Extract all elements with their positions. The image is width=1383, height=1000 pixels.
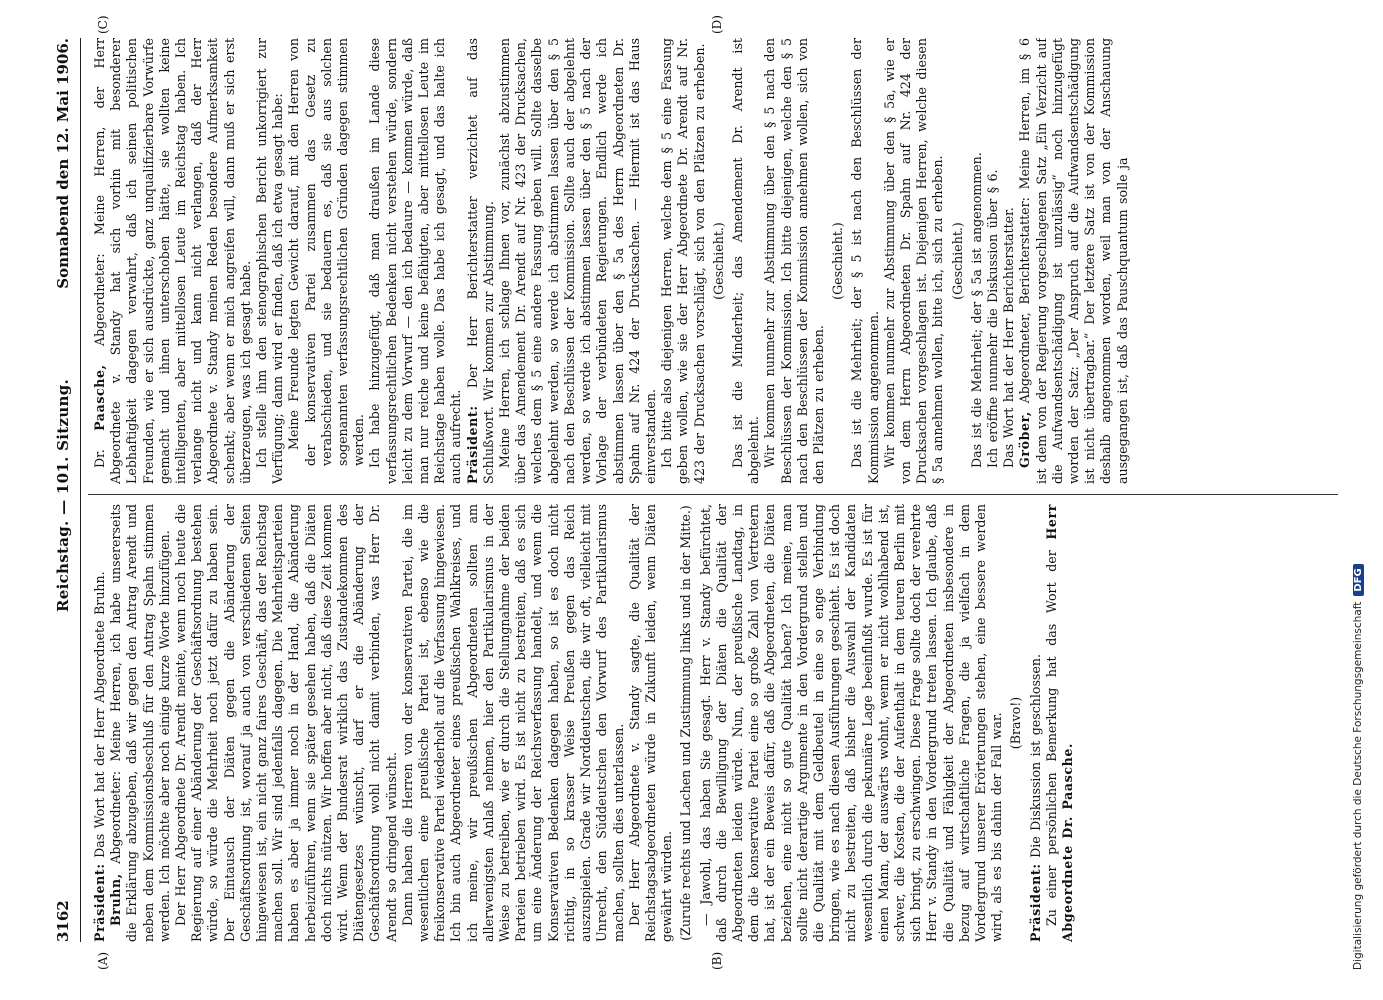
speaker-label: Paasche, <box>92 364 107 431</box>
interjection: (Geschieht.) <box>830 222 846 300</box>
paragraph: Dr. Paasche, Abgeordneter: Meine Herren, der Herr Abgeordnete v. Standy hat sich vorhin mit besonderer Lebhaftigkeit dagegen verwahrt, daß ich seinen politischen Freunden, wie er sich ausdrückte, ganz unqualifizierbare Vorwürfe gemacht und ihnen unterschoben hätte, sie wollten keine intelligenten, aber mittellosen Leute im Reichstag haben. Ich verlange nicht und kann nicht verlangen, daß der Herr Abgeordnete v. Standy meinen Reden besondere Aufmerksamkeit schenkt; aber wenn er mich angreifen will, dann muß er sich erst überzeugen, was ich gesagt habe. <box>92 38 253 484</box>
paragraph: — Jawohl, das haben Sie gesagt. Herr v. Standy befürchtet, daß durch die Bewilligung der Diäten die Qualität der Abgeordneten leiden würde. Nun, der preußische Landtag, in dem die konservative Partei eine so große Zahl von Vertretern hat, ist der ein Beweis dafür, daß die Abgeordneten, die Diäten beziehen, eine nicht so gute Qualität haben? Ich meine, man sollte nicht derartige Argumente in den Vordergrund stellen und die Qualität mit dem Geldbeutel in eine so enge Verbindung bringen, wie es nach diesen Ausführungen geschieht. Es ist doch nicht zu bestreiten, daß bisher die Auswahl der Kandidaten wesentlich durch die pekuniäre Lage beeinflußt wurde. Es ist für einen Mann, der auswärts wohnt, wenn er nicht wohlhabend ist, schwer, die Kosten, die der Aufenthalt in dem teuren Berlin mit sich bringt, zu erschwingen. Diese Frage sollte doch der verehrte Herr v. Standy in den Vordergrund treten lassen. Ich glaube, daß die Qualität und Fähigkeit der Abgeordneten insbesondere in bezug auf wirtschaftliche Fragen, die ja vielfach in dem Vordergrund unserer Erörterungen stehen, eine bessere werden wird, als es bis dahin der Fall war. <box>697 504 1005 942</box>
credit-text: Digitalisierung gefördert durch die Deutsche Forschungsgemeinschaft <box>1352 601 1364 970</box>
paragraph: Dann haben die Herren von der konservativen Partei, die im wesentlichen eine preußische Partei ist, ebenso wie die freikonservative Partei wiederholt auf die Verfassung hingewiesen. Ich bin auch Abgeordneter eines preußischen Wahlkreises, und ich meine, wir preußischen Abgeordneten sollten am allerwenigsten Anlaß nehmen, hier den Partikularismus in der Weise zu betreiben, wie er durch die Stellungnahme der beiden Parteien betrieben wird. Es ist nicht zu bestreiten, daß es sich um eine Änderung der Reichsverfassung handelt, und wenn die Konservativen Bedenken dagegen haben, so ist es doch nicht richtig, in so krasser Weise Preußen gegen das Reich auszuspielen. Grade wir Norddeutschen, die wir oft, vielleicht mit Unrecht, den Süddeutschen den Vorwurf des Partikularismus machen, sollten dies unterlassen. <box>399 504 626 942</box>
paragraph: Das ist die Minderheit; das Amendement Dr. Arendt ist abgelehnt. <box>729 38 762 484</box>
column-separator <box>88 494 1338 495</box>
speaker-label: Präsident: <box>464 405 480 484</box>
speaker-label: Präsident: <box>92 863 107 942</box>
margin-mark-b: (B) <box>710 951 724 970</box>
interjection: (Geschieht.) <box>710 222 726 300</box>
paragraph: Ich bitte also diejenigen Herren, welche dem § 5 eine Fassung geben wollen, wie sie der Herr Abgeordnete Dr. Arendt auf Nr. 423 der Drucksachen vorschlägt, sich von den Plätzen zu erheben. <box>659 38 707 484</box>
paragraph: Zu einer persönlichen Bemerkung hat das Wort der Herr Abgeordnete Dr. Paasche. <box>1043 504 1075 942</box>
session-date: Sonnabend den 12. Mai 1906. <box>54 38 72 289</box>
paragraph: Bruhn, Abgeordneter: Meine Herren, ich habe unsererseits die Erklärung abzugeben, daß wir gegen den Antrag Arendt und neben dem Kommissionsbeschluß für den Antrag Spahn stimmen werden. Ich möchte aber noch einige kurze Worte hinzufügen. <box>108 504 172 942</box>
paragraph: Ich stelle ihm den stenographischen Bericht unkorrigiert zur Verfügung; dann wird er finden, daß ich etwa gesagt habe: <box>254 38 286 484</box>
speaker-label: Herr Abgeordnete Dr. Paasche. <box>1043 504 1075 942</box>
paragraph: Das Wort hat der Herr Berichterstatter. <box>1001 207 1017 468</box>
margin-mark-c: (C) <box>96 15 110 34</box>
margin-mark-d: (D) <box>710 15 724 34</box>
paragraph: Das ist die Mehrheit; der § 5a ist angenommen. <box>968 152 984 468</box>
paragraph: Ich eröffne nunmehr die Diskussion über § 6. <box>984 169 1000 468</box>
left-column <box>92 504 1337 942</box>
paragraph: Präsident: Die Diskussion ist geschlossen. <box>1027 654 1043 942</box>
dfg-logo: DFG <box>1353 564 1364 595</box>
speaker-label: Gröber, <box>1017 411 1033 468</box>
paragraph: Ich habe hinzugefügt, daß man draußen im Lande diese verfassungsrechtlichen Bedenken nicht verstehen würde, sondern leicht zu dem Vorwurf — den ich bedaure — kommen würde, daß man nur reiche und keine befähigten, aber mittellosen Leute im Reichstage haben wolle. Das habe ich gesagt, und das halte ich auch aufrecht. <box>367 38 464 484</box>
quotation: Meine Freunde legten Gewicht darauf, mit den Herren von der konservativen Partei zusammen das Gesetz zu verabschieden, und sie bedauern es, daß sie aus solchen sogenannten verfassungsrechtlichen Gründen dagegen stimmen werden. <box>286 38 367 466</box>
margin-mark-a: (A) <box>96 951 110 970</box>
paragraph: Wir kommen nunmehr zur Abstimmung über den § 5a, wie er von dem Herrn Abgeordneten Dr. Spahn auf Nr. 424 der Drucksachen vorgeschlagen ist. Diejenigen Herren, welche diesen § 5a annehmen wollen, bitte ich, sich zu erheben. <box>881 38 946 484</box>
paragraph: Präsident: Das Wort hat der Herr Abgeordnete Bruhn. <box>92 571 107 942</box>
paragraph: Das ist die Mehrheit; der § 5 ist nach den Beschlüssen der Kommission angenommen. <box>849 38 881 484</box>
paragraph: Der Herr Abgeordnete v. Standy sagte, die Qualität der Reichstagsabgeordneten würde in Zukunft leiden, wenn Diäten gewährt würden. <box>626 504 675 942</box>
interjection: (Bravo!) <box>1008 696 1024 750</box>
paragraph: Wir kommen nunmehr zur Abstimmung über den § 5 nach den Beschlüssen der Kommission. Ich bitte diejenigen, welche den § 5 nach den Beschlüssen der Kommission annehmen wollen, sich von den Plätzen zu erheben. <box>762 38 826 484</box>
interjection: (Zurufe rechts und Lachen und Zustimmung links und in der Mitte.) <box>678 505 694 941</box>
speaker-label: Präsident: <box>1027 863 1043 942</box>
right-column <box>92 38 1337 484</box>
paragraph: Der Herr Abgeordnete Dr. Arendt meinte, wenn noch heute die Regierung auf einer Abänderung der Geschäftsordnung bestehen würde, so würde die Mehrheit noch jetzt dafür zu haben sein. Der Eintausch der Diäten gegen die Abänderung der Geschäftsordnung ist, worauf ja auch von verschiedenen Seiten hingewiesen ist, ein nicht ganz faires Geschäft, das der Reichstag machen soll. Wir sind jedenfalls dagegen. Die Mehrheitsparteien haben es aber ja immer noch in der Hand, die Abänderung herbeizuführen, wenn sie später gesehen haben, daß die Diäten doch nichts nützen. Wir hoffen aber nicht, daß diese Zeit kommen wird. Wenn der Bundesrat wirklich das Zustandekommen des Diätengesetzes wünscht, darf er die Abänderung der Geschäftsordnung wohl nicht damit verbinden, was Herr Dr. Arendt so dringend wünscht. <box>173 504 399 942</box>
digitization-credit <box>1352 30 1364 970</box>
paragraph: Gröber, Abgeordneter, Berichterstatter: Meine Herren, im § 6 ist dem von der Regierung vorgeschlagenen Satz „Ein Verzicht auf die Aufwandsentschädigung ist unzulässig“ noch hinzugefügt worden der Satz: „Der Anspruch auf die Aufwandsentschädigung ist nicht übertragbar.“ Der letztere Satz ist von der Kommission deshalb angenommen worden, weil man von der Anschauung ausgegangen ist, daß das Pauschquantum solle ja <box>1017 38 1130 484</box>
page-header <box>52 38 78 942</box>
page-number: 3162 <box>54 900 72 942</box>
speaker-label: Bruhn, <box>108 873 124 926</box>
paragraph: Präsident: Der Herr Berichterstatter verzichtet auf das Schlußwort. Wir kommen zur Abstimmung. <box>464 38 496 484</box>
header-rule <box>80 38 81 942</box>
interjection: (Geschieht.) <box>949 222 965 300</box>
paragraph: Meine Herren, ich schlage Ihnen vor, zunächst abzustimmen über das Amendement Dr. Arendt auf Nr. 423 der Drucksachen, welches dem § 5 eine andere Fassung geben will. Sollte dasselbe abgelehnt werden, so werde ich abstimmen lassen über den § 5 nach den Beschlüssen der Kommission. Sollte auch der abgelehnt werden, so werde ich abstimmen lassen über den § 5 nach der Vorlage der verbündeten Regierungen. Endlich werde ich abstimmen lassen über den § 5a des Herrn Abgeordneten Dr. Spahn auf Nr. 424 der Drucksachen. — Hiermit ist das Haus einverstanden. <box>497 38 658 484</box>
session-title: Reichstag. — 101. Sitzung. <box>54 378 72 612</box>
